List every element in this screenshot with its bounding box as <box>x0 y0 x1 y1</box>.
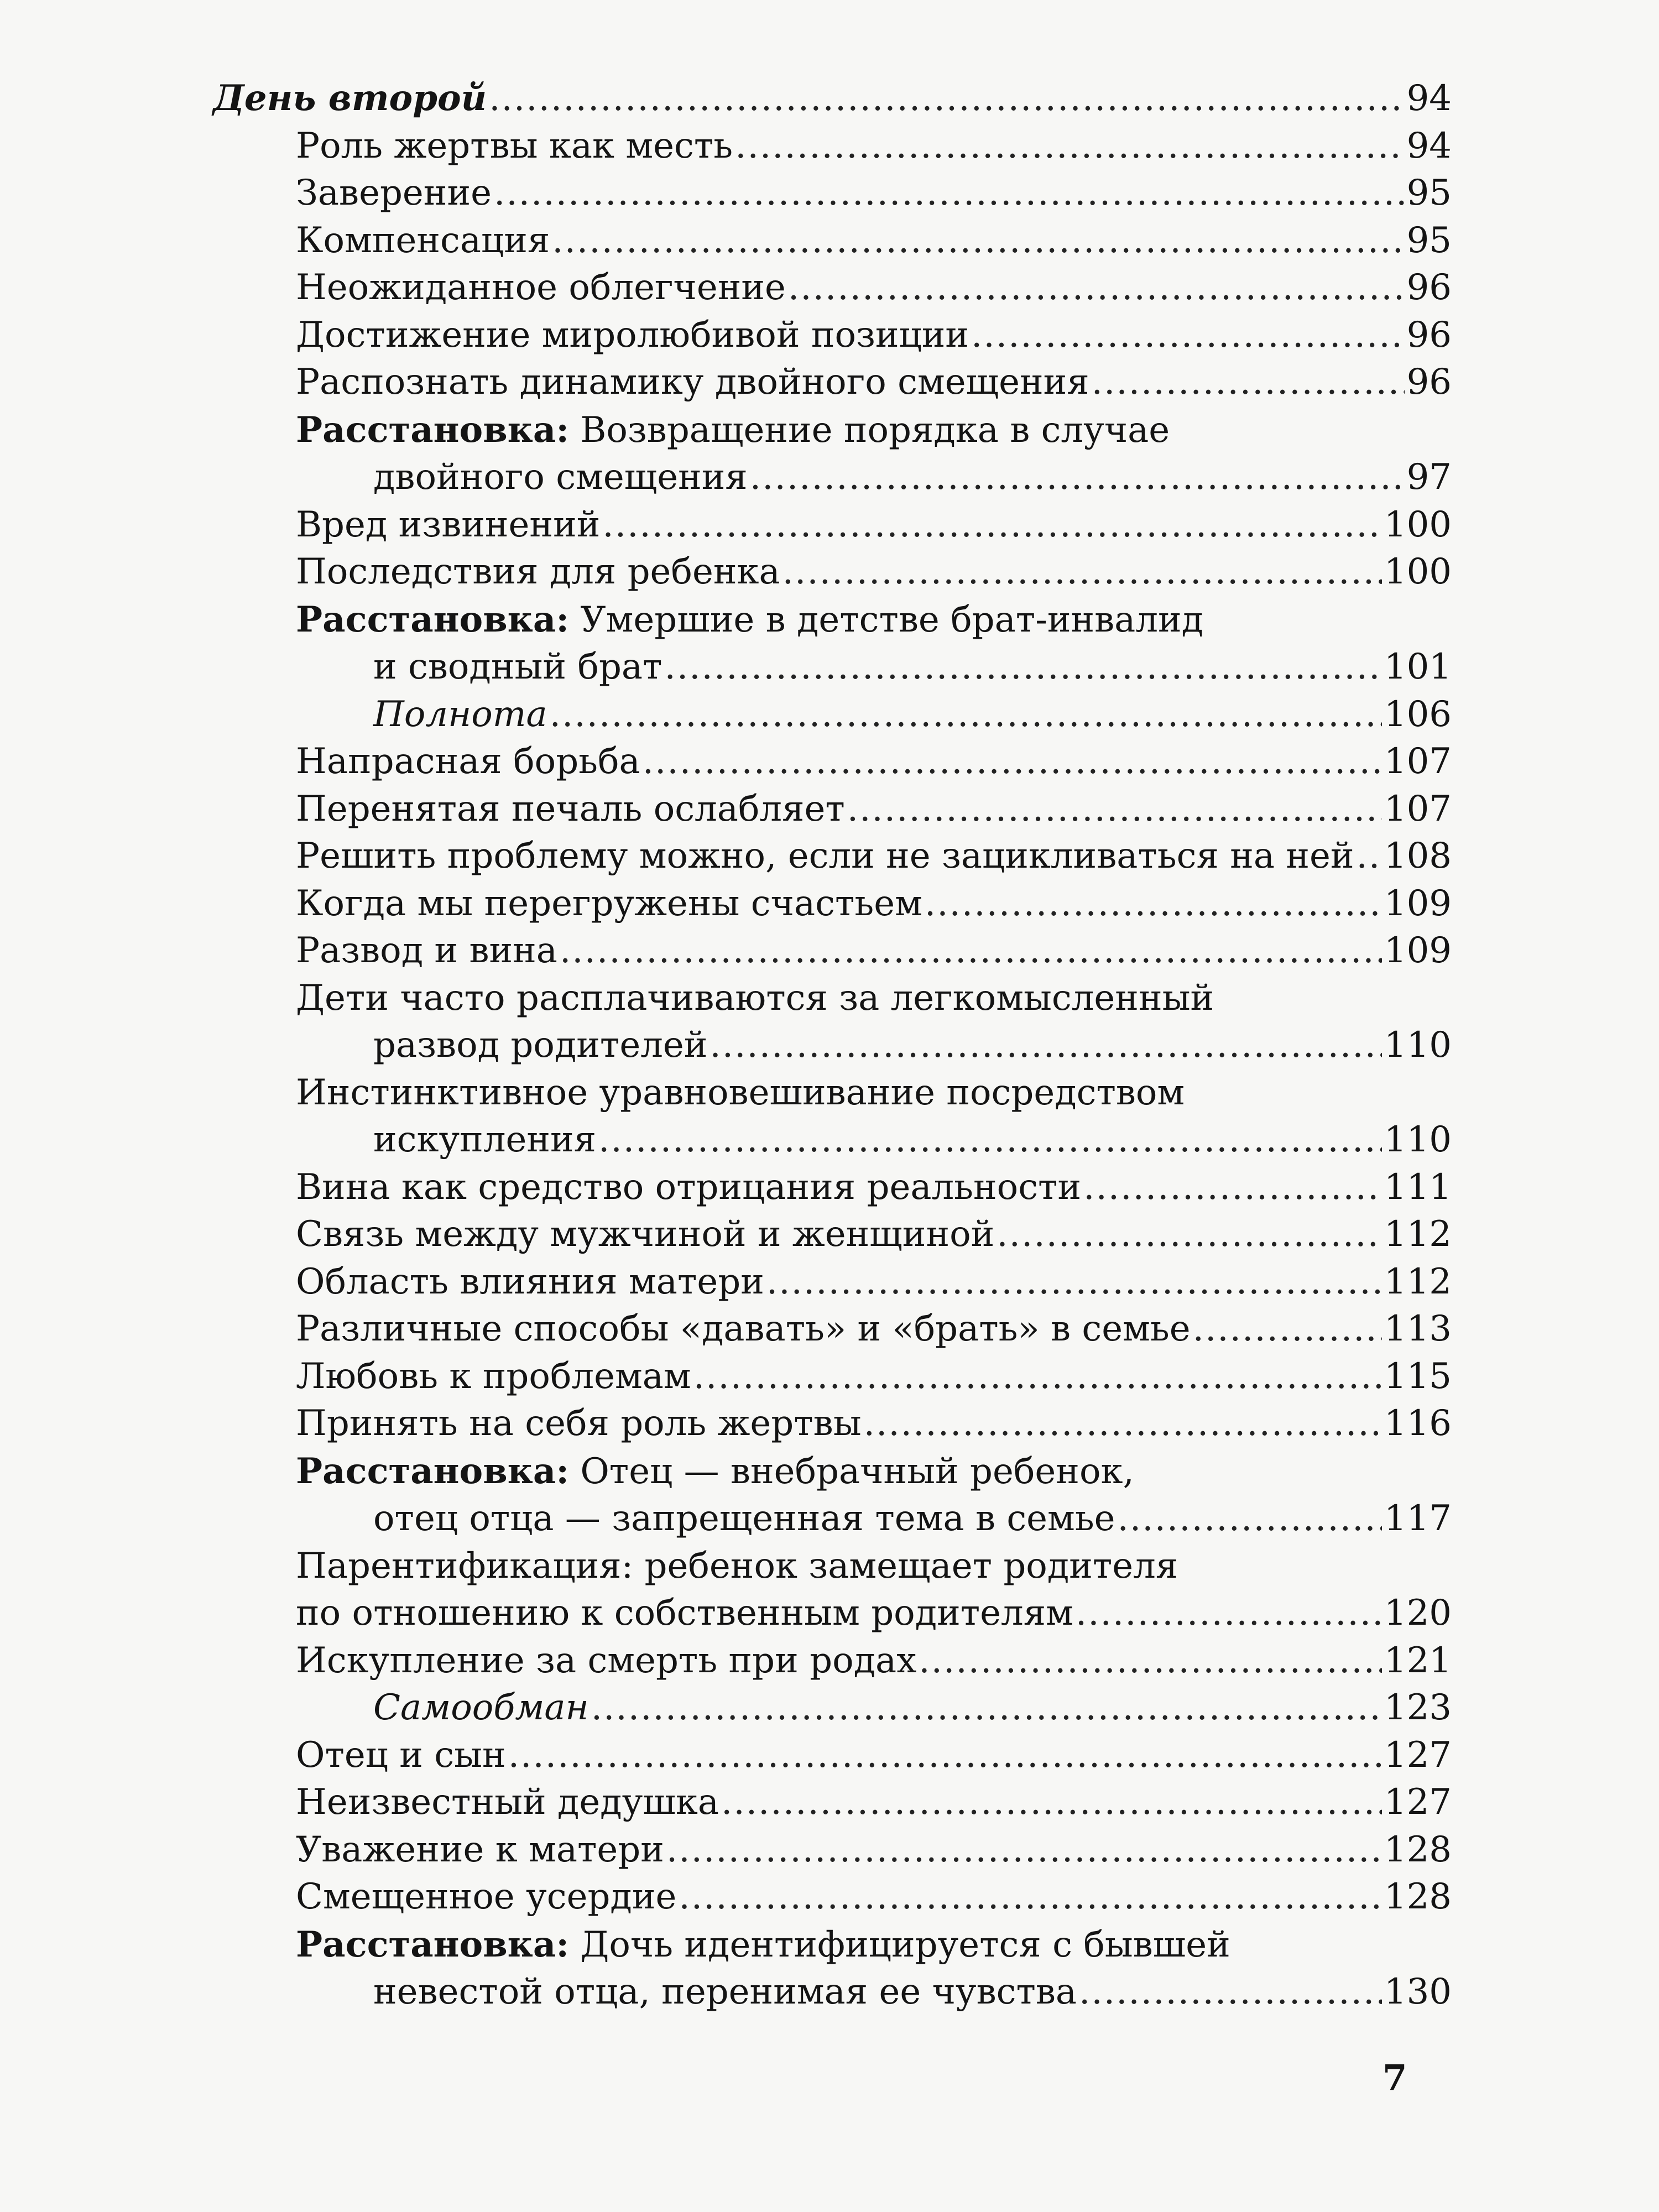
toc-line <box>213 1022 1452 1070</box>
toc-page-number: 112 <box>1384 1214 1452 1255</box>
dot-leader <box>1079 1969 1382 2016</box>
dot-leader <box>766 1259 1382 1306</box>
dot-leader <box>1083 1164 1382 1212</box>
toc-line <box>213 359 1452 406</box>
toc-entry <box>213 1400 1452 1448</box>
toc-title <box>373 1495 1115 1543</box>
toc-title <box>296 1590 1073 1637</box>
toc-line <box>213 1543 1452 1590</box>
toc-line <box>213 264 1452 312</box>
dot-leader <box>560 927 1382 975</box>
toc-page-number: 96 <box>1406 267 1452 308</box>
toc-title <box>296 1874 676 1921</box>
toc-title-text: Неожиданное облегчение <box>296 267 786 308</box>
dot-leader <box>591 1684 1382 1732</box>
toc-entry <box>213 549 1452 596</box>
toc-line <box>213 1117 1452 1164</box>
page-number: 7 <box>1383 2057 1407 2099</box>
toc-line <box>213 1827 1452 1874</box>
toc-page-number: 130 <box>1384 1971 1452 2012</box>
toc-title-text: двойного смещения <box>373 457 748 498</box>
toc-line <box>213 1400 1452 1448</box>
toc-title <box>296 975 1214 1022</box>
toc-title <box>296 1164 1081 1212</box>
toc-title-text: Умершие в детстве брат-инвалид <box>568 599 1204 640</box>
dot-leader <box>709 1022 1381 1070</box>
toc-line <box>213 1211 1452 1259</box>
toc-line <box>213 312 1452 359</box>
toc-page-number: 97 <box>1406 457 1452 498</box>
toc-line <box>213 1779 1452 1827</box>
toc-label-bold: Расстановка: <box>296 1450 569 1492</box>
toc-title-text: развод родителей <box>373 1025 708 1066</box>
toc-page-number: 100 <box>1384 504 1452 545</box>
toc-title <box>296 1259 764 1306</box>
toc-line <box>213 406 1452 455</box>
dot-leader <box>1092 359 1405 406</box>
toc-entry <box>213 786 1452 833</box>
toc-entry <box>213 123 1452 170</box>
toc-entry <box>213 1164 1452 1212</box>
toc-page-number: 127 <box>1384 1734 1452 1776</box>
toc-page-number: 109 <box>1384 930 1452 971</box>
toc-line <box>213 1259 1452 1306</box>
toc-line <box>213 1495 1452 1543</box>
toc-title-text: Вина как средство отрицания реальности <box>296 1166 1082 1208</box>
toc-page-number: 94 <box>1406 125 1452 166</box>
table-of-contents <box>213 75 1452 2016</box>
toc-line <box>213 596 1452 644</box>
toc-title <box>373 1117 596 1164</box>
toc-line <box>213 502 1452 549</box>
dot-leader <box>1118 1495 1382 1543</box>
toc-page-number: 100 <box>1384 551 1452 592</box>
toc-title <box>296 927 557 975</box>
dot-leader <box>643 738 1382 786</box>
toc-page-number: 95 <box>1406 173 1452 213</box>
toc-line <box>213 217 1452 265</box>
toc-line <box>213 1448 1452 1496</box>
toc-entry <box>213 1779 1452 1827</box>
toc-title-text: Перенятая печаль ослабляет <box>296 788 845 830</box>
toc-title <box>373 644 662 691</box>
toc-entry <box>213 738 1452 786</box>
dot-leader <box>664 644 1381 691</box>
toc-title-text: и сводный брат <box>373 646 662 687</box>
toc-entry <box>213 1637 1452 1685</box>
toc-title <box>373 1969 1077 2016</box>
toc-line <box>213 738 1452 786</box>
toc-title-text: искупления <box>373 1119 597 1160</box>
toc-line <box>213 1732 1452 1780</box>
dot-leader <box>550 691 1382 739</box>
toc-title <box>296 170 492 217</box>
toc-title-text: Распознать динамику двойного смещения <box>296 362 1089 403</box>
toc-entry <box>213 312 1452 359</box>
toc-title-text: Любовь к проблемам <box>296 1355 691 1397</box>
toc-line <box>213 975 1452 1022</box>
toc-entry <box>213 1921 1452 2016</box>
dot-leader <box>494 170 1405 217</box>
toc-line <box>213 1874 1452 1921</box>
toc-line <box>213 1306 1452 1353</box>
toc-page-number: 101 <box>1384 646 1452 687</box>
toc-title-text: День второй <box>213 77 487 119</box>
toc-title <box>296 217 550 265</box>
toc-title <box>296 1070 1185 1117</box>
toc-entry <box>213 1732 1452 1780</box>
toc-title <box>296 1921 1230 1969</box>
dot-leader <box>721 1779 1382 1827</box>
dot-leader <box>1357 833 1382 880</box>
toc-line <box>213 123 1452 170</box>
toc-entry <box>213 75 1452 123</box>
toc-page-number: 110 <box>1384 1119 1452 1160</box>
toc-title-text: Дочь идентифицируется с бывшей <box>568 1924 1230 1965</box>
toc-title <box>296 833 1354 880</box>
dot-leader <box>693 1353 1382 1401</box>
toc-page-number: 96 <box>1406 314 1452 356</box>
toc-entry <box>213 217 1452 265</box>
dot-leader <box>864 1400 1382 1448</box>
toc-title <box>296 1211 994 1259</box>
dot-leader <box>971 312 1405 359</box>
toc-title-text: Полнота <box>373 693 547 735</box>
dot-leader <box>666 1827 1382 1874</box>
toc-line <box>213 1070 1452 1117</box>
dot-leader <box>598 1117 1382 1164</box>
toc-line <box>213 786 1452 833</box>
dot-leader <box>1193 1306 1382 1353</box>
toc-label-bold: Расстановка: <box>296 409 569 451</box>
toc-entry <box>213 596 1452 691</box>
toc-entry <box>213 975 1452 1070</box>
toc-title <box>296 738 640 786</box>
toc-entry <box>213 1211 1452 1259</box>
toc-line <box>213 1921 1452 1969</box>
toc-entry <box>213 1448 1452 1543</box>
toc-title <box>373 691 547 739</box>
toc-line <box>213 1969 1452 2016</box>
dot-leader <box>735 123 1404 170</box>
toc-title <box>296 549 780 596</box>
toc-entry <box>213 1874 1452 1921</box>
toc-title <box>296 359 1089 406</box>
toc-title-text: Связь между мужчиной и женщиной <box>296 1214 995 1255</box>
toc-title-text: Принять на себя роль жертвы <box>296 1403 862 1444</box>
toc-title-text: невестой отца, перенимая ее чувства <box>373 1971 1077 2012</box>
toc-entry <box>213 1070 1452 1164</box>
dot-leader <box>602 502 1381 549</box>
dot-leader <box>847 786 1382 833</box>
toc-line <box>213 927 1452 975</box>
toc-page-number: 121 <box>1384 1640 1452 1681</box>
toc-entry <box>213 170 1452 217</box>
toc-title <box>373 1684 589 1732</box>
toc-page-number: 111 <box>1384 1166 1452 1208</box>
toc-title-text: Заверение <box>296 173 492 213</box>
toc-page-number: 108 <box>1384 836 1452 877</box>
toc-title-text: Отец — внебрачный ребенок, <box>568 1451 1134 1492</box>
toc-entry <box>213 927 1452 975</box>
toc-title <box>296 786 845 833</box>
toc-title-text: Различные способы «давать» и «брать» в семье <box>296 1308 1191 1349</box>
toc-entry <box>213 264 1452 312</box>
dot-leader <box>679 1874 1382 1921</box>
toc-title-text: Область влияния матери <box>296 1261 764 1302</box>
toc-page-number: 115 <box>1384 1355 1452 1397</box>
dot-leader <box>925 880 1382 928</box>
toc-title-text: по отношению к собственным родителям <box>296 1593 1073 1634</box>
toc-page-number: 94 <box>1406 78 1452 119</box>
toc-page-number: 107 <box>1384 741 1452 782</box>
toc-page <box>213 75 1452 2016</box>
toc-page-number: 109 <box>1384 883 1452 924</box>
toc-page-number: 96 <box>1406 362 1452 403</box>
toc-title-text: Развод и вина <box>296 930 557 971</box>
toc-page-number: 120 <box>1384 1593 1452 1634</box>
toc-title <box>296 1637 916 1685</box>
toc-title-text: Неизвестный дедушка <box>296 1782 719 1823</box>
toc-entry <box>213 1353 1452 1401</box>
dot-leader <box>1076 1590 1382 1637</box>
toc-title-text: Вред извинений <box>296 504 601 545</box>
toc-page-number: 128 <box>1384 1829 1452 1870</box>
toc-line <box>213 75 1452 123</box>
toc-title-text: Напрасная борьба <box>296 741 640 782</box>
toc-line <box>213 644 1452 691</box>
toc-page-number: 127 <box>1384 1782 1452 1823</box>
toc-entry <box>213 1306 1452 1353</box>
toc-entry <box>213 880 1452 928</box>
dot-leader <box>489 75 1404 123</box>
toc-entry <box>213 1827 1452 1874</box>
toc-title <box>296 406 1170 455</box>
toc-page-number: 123 <box>1384 1687 1452 1728</box>
toc-line <box>213 833 1452 880</box>
toc-title <box>296 1827 664 1874</box>
dot-leader <box>552 217 1404 265</box>
toc-page-number: 106 <box>1384 693 1452 735</box>
toc-line <box>213 880 1452 928</box>
toc-entry <box>213 406 1452 502</box>
toc-title-text: Самообман <box>373 1687 589 1728</box>
toc-title <box>296 1732 506 1780</box>
toc-title-text: Уважение к матери <box>296 1829 664 1870</box>
toc-title <box>296 123 733 170</box>
toc-title <box>296 1306 1191 1353</box>
toc-entry <box>213 833 1452 880</box>
toc-line <box>213 1637 1452 1685</box>
toc-entry <box>213 359 1452 406</box>
toc-entry <box>213 691 1452 739</box>
toc-page-number: 95 <box>1406 220 1452 261</box>
toc-page-number: 107 <box>1384 788 1452 830</box>
toc-page-number: 112 <box>1384 1261 1452 1302</box>
toc-line <box>213 1353 1452 1401</box>
toc-page-number: 128 <box>1384 1876 1452 1917</box>
toc-page-number: 116 <box>1384 1403 1452 1444</box>
dot-leader <box>788 264 1405 312</box>
dot-leader <box>508 1732 1382 1780</box>
toc-title-text: Компенсация <box>296 220 550 261</box>
toc-title-text: Искупление за смерть при родах <box>296 1640 917 1681</box>
toc-title <box>296 1779 719 1827</box>
toc-title <box>296 596 1203 644</box>
toc-title-text: отец отца — запрещенная тема в семье <box>373 1498 1115 1539</box>
toc-label-bold: Расстановка: <box>296 1923 569 1965</box>
toc-page-number: 117 <box>1384 1498 1452 1539</box>
toc-title <box>296 502 600 549</box>
toc-entry <box>213 1259 1452 1306</box>
toc-title <box>296 1353 691 1401</box>
toc-entry <box>213 1684 1452 1732</box>
toc-title-text: Инстинктивное уравновешивание посредством <box>296 1072 1185 1113</box>
toc-title <box>296 264 786 312</box>
toc-line <box>213 549 1452 596</box>
toc-line <box>213 454 1452 502</box>
toc-title <box>296 1448 1134 1496</box>
toc-title-text: Смещенное усердие <box>296 1876 677 1917</box>
toc-line <box>213 170 1452 217</box>
toc-entry <box>213 502 1452 549</box>
toc-page-number: 113 <box>1384 1308 1452 1349</box>
toc-title-text: Отец и сын <box>296 1734 506 1776</box>
toc-entry <box>213 1543 1452 1637</box>
toc-title <box>373 454 748 502</box>
toc-title <box>296 1400 862 1448</box>
toc-title <box>296 1543 1178 1590</box>
toc-page-number: 110 <box>1384 1025 1452 1066</box>
toc-title-text: Достижение миролюбивой позиции <box>296 314 969 356</box>
dot-leader <box>750 454 1405 502</box>
dot-leader <box>782 549 1382 596</box>
toc-title-text: Дети часто расплачиваются за легкомысленный <box>296 977 1214 1019</box>
toc-title-text: Роль жертвы как месть <box>296 125 733 166</box>
dot-leader <box>919 1637 1382 1685</box>
toc-line <box>213 1684 1452 1732</box>
toc-title <box>296 880 922 928</box>
toc-title-text: Возвращение порядка в случае <box>568 409 1170 451</box>
toc-line <box>213 1590 1452 1637</box>
dot-leader <box>997 1211 1382 1259</box>
toc-line <box>213 1164 1452 1212</box>
toc-title-text: Когда мы перегружены счастьем <box>296 883 922 924</box>
toc-line <box>213 691 1452 739</box>
toc-title <box>296 312 969 359</box>
toc-title-text: Парентификация: ребенок замещает родителя <box>296 1545 1178 1587</box>
toc-title-text: Последствия для ребенка <box>296 551 780 592</box>
toc-label-bold: Расстановка: <box>296 598 569 640</box>
toc-title-text: Решить проблему можно, если не зацикливаться на ней <box>296 836 1354 877</box>
toc-title <box>213 75 487 122</box>
toc-title <box>373 1022 707 1070</box>
